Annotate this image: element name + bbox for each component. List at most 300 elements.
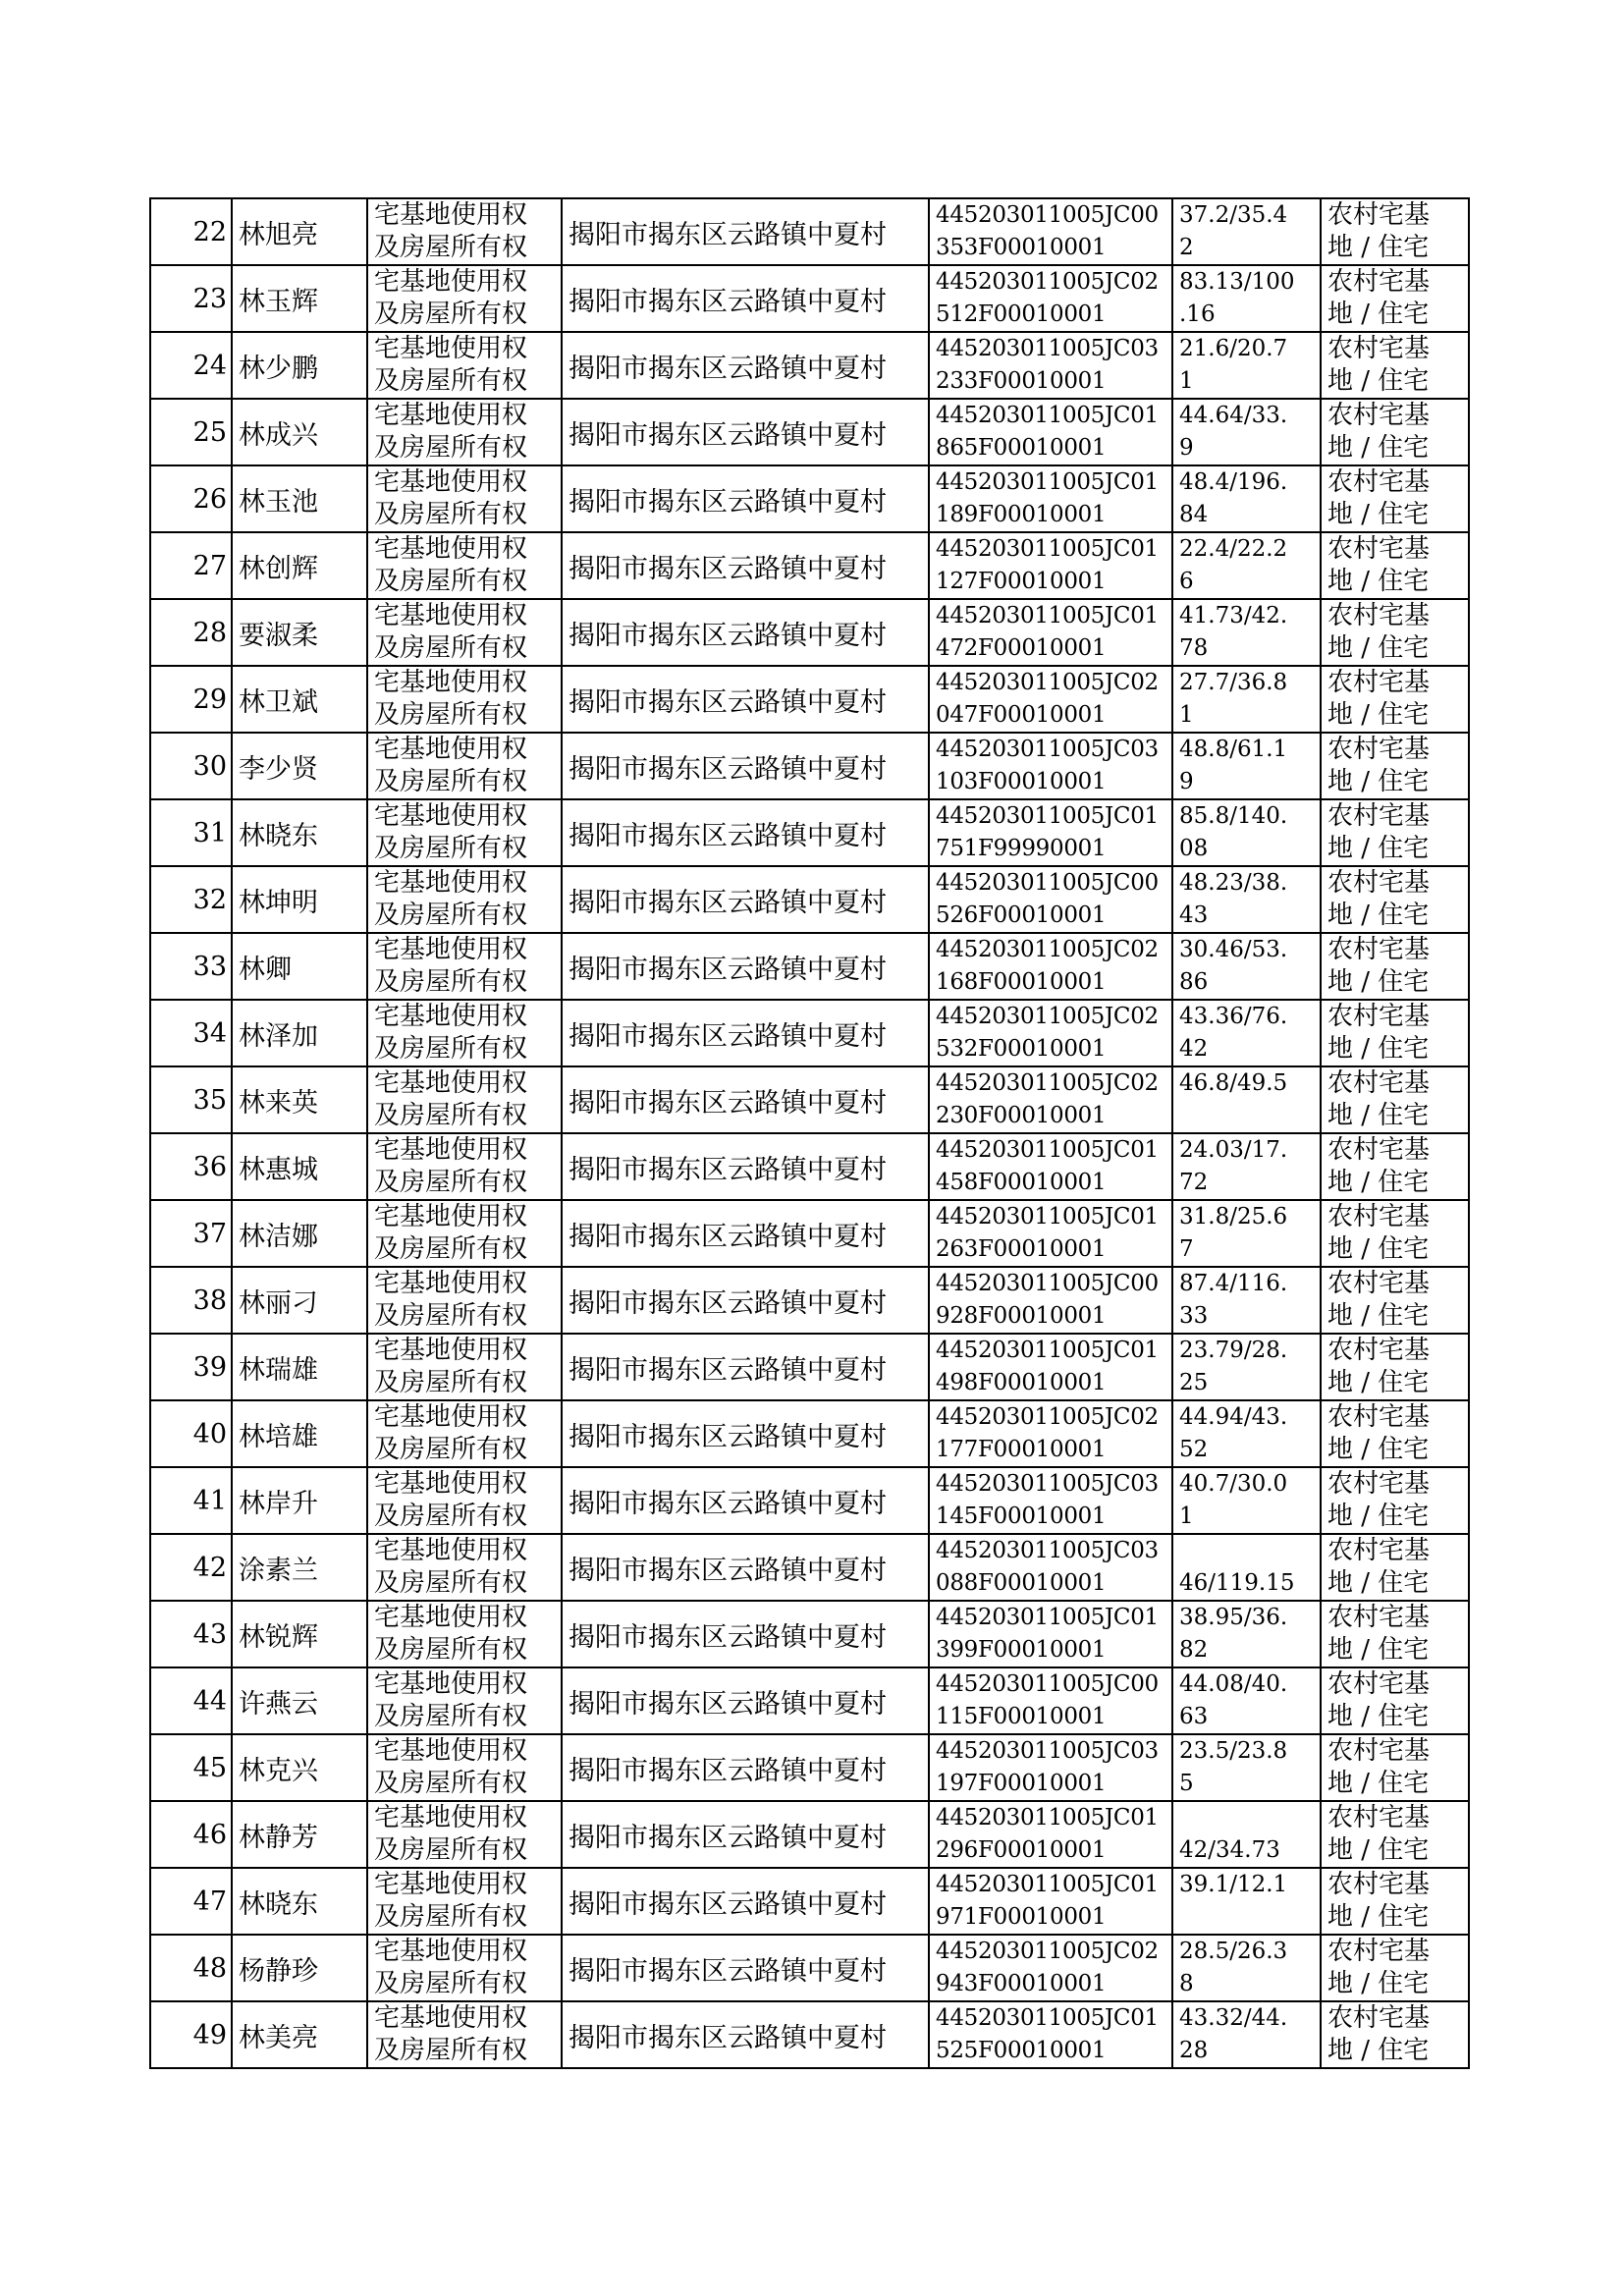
- area-cell: [1172, 1534, 1321, 1601]
- right-type-cell: [367, 1467, 562, 1534]
- location-cell: 揭阳市揭东区云路镇中夏村: [562, 866, 929, 933]
- land-use-cell-line: 地 / 住宅: [1327, 1168, 1430, 1197]
- right-type-cell-line: 及房屋所有权: [374, 366, 528, 396]
- right-type-cell-line: 宅基地使用权: [374, 1870, 528, 1899]
- right-type-cell-line: 及房屋所有权: [374, 567, 528, 596]
- land-use-cell-line: 农村宅基: [1327, 1336, 1431, 1365]
- right-type-cell-line: 宅基地使用权: [374, 668, 528, 697]
- area-cell-line: 28: [1179, 2038, 1209, 2063]
- owner-name-cell: 林坤明: [232, 866, 367, 933]
- location-cell: 揭阳市揭东区云路镇中夏村: [562, 1667, 929, 1734]
- area-cell-line: 48.23/38.: [1179, 870, 1288, 896]
- land-use-cell: [1321, 1534, 1469, 1601]
- area-cell: [1172, 933, 1321, 1000]
- land-use-cell-line: 地 / 住宅: [1327, 1702, 1430, 1731]
- table-row: [150, 1467, 1469, 1534]
- land-use-cell-line: 农村宅基: [1327, 467, 1431, 497]
- land-use-cell-line: 地 / 住宅: [1327, 1568, 1430, 1598]
- right-type-cell: [367, 1534, 562, 1601]
- right-type-cell-line: 及房屋所有权: [374, 1301, 528, 1331]
- owner-name-cell: 林瑞雄: [232, 1334, 367, 1400]
- parcel-code-cell-line: 445203011005JC00: [936, 1671, 1159, 1697]
- area-cell-line: 31.8/25.6: [1179, 1204, 1288, 1229]
- location-cell: 揭阳市揭东区云路镇中夏村: [562, 1868, 929, 1935]
- right-type-cell: [367, 666, 562, 733]
- land-use-cell-line: 农村宅基: [1327, 1536, 1431, 1565]
- right-type-cell-line: 及房屋所有权: [374, 834, 528, 863]
- parcel-code-cell-line: 445203011005JC03: [936, 1471, 1159, 1497]
- owner-name-cell: 林美亮: [232, 2001, 367, 2068]
- parcel-code-cell-line: 445203011005JC03: [936, 1738, 1159, 1764]
- parcel-code-cell: [929, 465, 1172, 532]
- owner-name-cell: 林成兴: [232, 399, 367, 465]
- area-cell-line: 5: [1179, 1771, 1194, 1796]
- land-use-cell: [1321, 866, 1469, 933]
- parcel-code-cell-line: 296F00010001: [936, 1837, 1107, 1863]
- location-cell: 揭阳市揭东区云路镇中夏村: [562, 1734, 929, 1801]
- parcel-code-cell-line: 445203011005JC02: [936, 1939, 1159, 1964]
- land-use-cell: [1321, 532, 1469, 599]
- row-number-cell: 23: [150, 265, 232, 332]
- area-cell: [1172, 733, 1321, 799]
- row-number-cell: 46: [150, 1801, 232, 1868]
- area-cell: [1172, 1601, 1321, 1667]
- table-row: [150, 399, 1469, 465]
- right-type-cell-line: 及房屋所有权: [374, 433, 528, 463]
- row-number-cell: 29: [150, 666, 232, 733]
- land-use-cell-line: 地 / 住宅: [1327, 300, 1430, 329]
- right-type-cell-line: 宅基地使用权: [374, 467, 528, 497]
- parcel-code-cell: [929, 666, 1172, 733]
- area-cell-line: 86: [1179, 969, 1209, 995]
- parcel-code-cell: [929, 733, 1172, 799]
- row-number-cell: 33: [150, 933, 232, 1000]
- table-row: [150, 532, 1469, 599]
- area-cell-line: 43.36/76.: [1179, 1004, 1288, 1029]
- right-type-cell: [367, 1133, 562, 1200]
- owner-name-cell: 要淑柔: [232, 599, 367, 666]
- right-type-cell-line: 宅基地使用权: [374, 1669, 528, 1699]
- area-cell-line: 72: [1179, 1170, 1209, 1195]
- owner-name-cell: 林培雄: [232, 1400, 367, 1467]
- land-use-cell-line: 地 / 住宅: [1327, 967, 1430, 997]
- land-use-cell-line: 农村宅基: [1327, 1068, 1431, 1098]
- parcel-code-cell-line: 445203011005JC03: [936, 737, 1159, 762]
- area-cell-line: 37.2/35.4: [1179, 202, 1288, 228]
- area-cell-line: 40.7/30.0: [1179, 1471, 1288, 1497]
- right-type-cell-line: 宅基地使用权: [374, 1135, 528, 1165]
- land-use-cell: [1321, 399, 1469, 465]
- table-row: [150, 1334, 1469, 1400]
- right-type-cell: [367, 799, 562, 866]
- area-cell-line: 6: [1179, 569, 1194, 594]
- right-type-cell-line: 及房屋所有权: [374, 1635, 528, 1665]
- parcel-code-cell-line: 197F00010001: [936, 1771, 1107, 1796]
- table-row: [150, 1601, 1469, 1667]
- parcel-code-cell-line: 115F00010001: [936, 1704, 1107, 1729]
- land-use-cell: [1321, 1133, 1469, 1200]
- row-number-cell: 22: [150, 198, 232, 265]
- land-use-cell-line: 农村宅基: [1327, 1269, 1431, 1298]
- right-type-cell-line: 及房屋所有权: [374, 1368, 528, 1397]
- land-use-cell: [1321, 733, 1469, 799]
- right-type-cell: [367, 933, 562, 1000]
- land-use-cell-line: 农村宅基: [1327, 1469, 1431, 1499]
- row-number-cell: 25: [150, 399, 232, 465]
- parcel-code-cell-line: 168F00010001: [936, 969, 1107, 995]
- parcel-code-cell: [929, 1066, 1172, 1133]
- land-use-cell-line: 地 / 住宅: [1327, 700, 1430, 730]
- area-cell-line: 63: [1179, 1704, 1209, 1729]
- land-use-cell-line: 地 / 住宅: [1327, 767, 1430, 796]
- location-cell: 揭阳市揭东区云路镇中夏村: [562, 933, 929, 1000]
- location-cell: 揭阳市揭东区云路镇中夏村: [562, 1801, 929, 1868]
- parcel-code-cell-line: 928F00010001: [936, 1303, 1107, 1329]
- location-cell: 揭阳市揭东区云路镇中夏村: [562, 2001, 929, 2068]
- parcel-code-cell-line: 233F00010001: [936, 368, 1107, 394]
- location-cell: 揭阳市揭东区云路镇中夏村: [562, 1200, 929, 1267]
- land-use-cell: [1321, 1334, 1469, 1400]
- area-cell-line: 46/119.15: [1179, 1570, 1295, 1596]
- parcel-code-cell: [929, 1133, 1172, 1200]
- land-use-cell-line: 农村宅基: [1327, 668, 1431, 697]
- parcel-code-cell-line: 472F00010001: [936, 635, 1107, 661]
- land-use-cell: [1321, 332, 1469, 399]
- area-cell: [1172, 265, 1321, 332]
- parcel-code-cell-line: 445203011005JC02: [936, 1070, 1159, 1096]
- table-row: [150, 733, 1469, 799]
- row-number-cell: 41: [150, 1467, 232, 1534]
- land-use-cell-line: 农村宅基: [1327, 267, 1431, 297]
- location-cell: 揭阳市揭东区云路镇中夏村: [562, 666, 929, 733]
- area-cell-line: 84: [1179, 502, 1209, 527]
- parcel-code-cell: [929, 1334, 1172, 1400]
- location-cell: 揭阳市揭东区云路镇中夏村: [562, 799, 929, 866]
- parcel-code-cell: [929, 1200, 1172, 1267]
- owner-name-cell: 林惠城: [232, 1133, 367, 1200]
- area-cell-line: 8: [1179, 1971, 1194, 1996]
- land-use-cell: [1321, 265, 1469, 332]
- area-cell: [1172, 599, 1321, 666]
- area-cell: [1172, 1801, 1321, 1868]
- parcel-code-cell-line: 445203011005JC01: [936, 1338, 1159, 1363]
- parcel-code-cell: [929, 2001, 1172, 2068]
- area-cell: [1172, 1734, 1321, 1801]
- parcel-code-cell-line: 445203011005JC00: [936, 870, 1159, 896]
- row-number-cell: 40: [150, 1400, 232, 1467]
- parcel-code-cell: [929, 1868, 1172, 1935]
- area-cell-line: 42: [1179, 1036, 1209, 1062]
- row-number-cell: 38: [150, 1267, 232, 1334]
- parcel-code-cell-line: 458F00010001: [936, 1170, 1107, 1195]
- land-use-cell-line: 地 / 住宅: [1327, 1301, 1430, 1331]
- land-use-cell: [1321, 1267, 1469, 1334]
- owner-name-cell: 许燕云: [232, 1667, 367, 1734]
- parcel-code-cell-line: 445203011005JC01: [936, 603, 1159, 628]
- area-cell-line: [1179, 1535, 1320, 1567]
- land-use-cell: [1321, 1200, 1469, 1267]
- table-row: [150, 1267, 1469, 1334]
- parcel-code-cell-line: 445203011005JC00: [936, 1271, 1159, 1296]
- parcel-code-cell-line: 177F00010001: [936, 1437, 1107, 1462]
- land-use-cell-line: 农村宅基: [1327, 1937, 1431, 1966]
- parcel-code-cell: [929, 1667, 1172, 1734]
- parcel-code-cell-line: 445203011005JC03: [936, 336, 1159, 361]
- right-type-cell-line: 及房屋所有权: [374, 1435, 528, 1464]
- right-type-cell-line: 宅基地使用权: [374, 935, 528, 964]
- right-type-cell-line: 宅基地使用权: [374, 1068, 528, 1098]
- land-use-cell-line: 农村宅基: [1327, 1736, 1431, 1766]
- location-cell: 揭阳市揭东区云路镇中夏村: [562, 1400, 929, 1467]
- land-use-cell-line: 地 / 住宅: [1327, 834, 1430, 863]
- land-use-cell-line: 地 / 住宅: [1327, 567, 1430, 596]
- area-cell: [1172, 1334, 1321, 1400]
- area-cell-line: 43: [1179, 902, 1209, 928]
- parcel-code-cell-line: 865F00010001: [936, 435, 1107, 461]
- location-cell: 揭阳市揭东区云路镇中夏村: [562, 1334, 929, 1400]
- parcel-code-cell-line: 498F00010001: [936, 1370, 1107, 1395]
- right-type-cell-line: 及房屋所有权: [374, 1168, 528, 1197]
- right-type-cell-line: 宅基地使用权: [374, 1402, 528, 1432]
- owner-name-cell: 林创辉: [232, 532, 367, 599]
- table-row: [150, 799, 1469, 866]
- right-type-cell-line: 宅基地使用权: [374, 1937, 528, 1966]
- parcel-code-cell-line: 445203011005JC03: [936, 1538, 1159, 1563]
- area-cell-line: 21.6/20.7: [1179, 336, 1288, 361]
- row-number-cell: 32: [150, 866, 232, 933]
- owner-name-cell: 林晓东: [232, 799, 367, 866]
- land-use-cell-line: 地 / 住宅: [1327, 1902, 1430, 1932]
- area-cell-line: 46.8/49.5: [1179, 1070, 1288, 1096]
- owner-name-cell: 林卿: [232, 933, 367, 1000]
- owner-name-cell: 林旭亮: [232, 198, 367, 265]
- area-cell: [1172, 1267, 1321, 1334]
- land-use-cell-line: 地 / 住宅: [1327, 1435, 1430, 1464]
- location-cell: 揭阳市揭东区云路镇中夏村: [562, 1601, 929, 1667]
- location-cell: 揭阳市揭东区云路镇中夏村: [562, 1066, 929, 1133]
- land-use-cell-line: 地 / 住宅: [1327, 500, 1430, 529]
- area-cell-line: 44.64/33.: [1179, 403, 1288, 428]
- land-use-cell: [1321, 1467, 1469, 1534]
- parcel-code-cell-line: 445203011005JC02: [936, 1004, 1159, 1029]
- right-type-cell: [367, 1400, 562, 1467]
- table-row: [150, 332, 1469, 399]
- area-cell-line: 48.8/61.1: [1179, 737, 1288, 762]
- right-type-cell: [367, 866, 562, 933]
- parcel-code-cell-line: 445203011005JC00: [936, 202, 1159, 228]
- parcel-code-cell-line: 353F00010001: [936, 235, 1107, 260]
- location-cell: 揭阳市揭东区云路镇中夏村: [562, 599, 929, 666]
- area-cell-line: 1: [1179, 368, 1194, 394]
- row-number-cell: 49: [150, 2001, 232, 2068]
- right-type-cell-line: 及房屋所有权: [374, 1101, 528, 1130]
- right-type-cell-line: 及房屋所有权: [374, 1835, 528, 1865]
- land-use-cell: [1321, 1801, 1469, 1868]
- parcel-code-cell: [929, 1534, 1172, 1601]
- land-use-cell: [1321, 1935, 1469, 2001]
- area-cell-line: 38.95/36.: [1179, 1605, 1288, 1630]
- owner-name-cell: 林玉辉: [232, 265, 367, 332]
- right-type-cell-line: 宅基地使用权: [374, 334, 528, 363]
- right-type-cell-line: 宅基地使用权: [374, 1603, 528, 1632]
- parcel-code-cell-line: 399F00010001: [936, 1637, 1107, 1663]
- area-cell-line: 9: [1179, 769, 1194, 794]
- parcel-code-cell-line: 445203011005JC01: [936, 1137, 1159, 1163]
- parcel-code-cell-line: 943F00010001: [936, 1971, 1107, 1996]
- parcel-code-cell: [929, 1801, 1172, 1868]
- row-number-cell: 42: [150, 1534, 232, 1601]
- owner-name-cell: 林泽加: [232, 1000, 367, 1066]
- owner-name-cell: 林洁娜: [232, 1200, 367, 1267]
- right-type-cell-line: 及房屋所有权: [374, 1568, 528, 1598]
- owner-name-cell: 林来英: [232, 1066, 367, 1133]
- area-cell-line: 78: [1179, 635, 1209, 661]
- area-cell-line: 28.5/26.3: [1179, 1939, 1288, 1964]
- right-type-cell-line: 宅基地使用权: [374, 801, 528, 831]
- land-use-cell-line: 农村宅基: [1327, 334, 1431, 363]
- right-type-cell-line: 宅基地使用权: [374, 401, 528, 430]
- table-row: [150, 1801, 1469, 1868]
- row-number-cell: 43: [150, 1601, 232, 1667]
- area-cell-line: [1179, 1901, 1320, 1934]
- table-row: [150, 1667, 1469, 1734]
- land-use-cell-line: 农村宅基: [1327, 1603, 1431, 1632]
- right-type-cell: [367, 1267, 562, 1334]
- land-use-cell: [1321, 465, 1469, 532]
- table-row: [150, 866, 1469, 933]
- parcel-code-cell-line: 445203011005JC02: [936, 670, 1159, 695]
- land-use-cell-line: 农村宅基: [1327, 534, 1431, 564]
- land-use-cell-line: 农村宅基: [1327, 1870, 1431, 1899]
- table-body: [150, 198, 1469, 2068]
- land-use-cell-line: 农村宅基: [1327, 401, 1431, 430]
- owner-name-cell: 林克兴: [232, 1734, 367, 1801]
- right-type-cell-line: 及房屋所有权: [374, 1902, 528, 1932]
- right-type-cell: [367, 265, 562, 332]
- right-type-cell: [367, 2001, 562, 2068]
- right-type-cell-line: 宅基地使用权: [374, 534, 528, 564]
- right-type-cell-line: 及房屋所有权: [374, 1769, 528, 1798]
- parcel-code-cell: [929, 799, 1172, 866]
- land-use-cell-line: 农村宅基: [1327, 868, 1431, 898]
- area-cell-line: [1179, 1802, 1320, 1834]
- parcel-code-cell-line: 127F00010001: [936, 569, 1107, 594]
- owner-name-cell: 林卫斌: [232, 666, 367, 733]
- land-use-cell-line: 地 / 住宅: [1327, 1502, 1430, 1531]
- right-type-cell-line: 及房屋所有权: [374, 300, 528, 329]
- location-cell: 揭阳市揭东区云路镇中夏村: [562, 1000, 929, 1066]
- land-use-cell: [1321, 198, 1469, 265]
- area-cell: [1172, 1467, 1321, 1534]
- land-use-cell: [1321, 1601, 1469, 1667]
- right-type-cell: [367, 332, 562, 399]
- right-type-cell: [367, 198, 562, 265]
- row-number-cell: 44: [150, 1667, 232, 1734]
- right-type-cell-line: 及房屋所有权: [374, 2036, 528, 2065]
- area-cell-line: 83.13/100: [1179, 269, 1295, 295]
- area-cell-line: 41.73/42.: [1179, 603, 1288, 628]
- land-use-cell-line: 地 / 住宅: [1327, 1835, 1430, 1865]
- right-type-cell-line: 宅基地使用权: [374, 1202, 528, 1231]
- parcel-code-cell-line: 445203011005JC01: [936, 1872, 1159, 1897]
- parcel-code-cell: [929, 1400, 1172, 1467]
- table-row: [150, 198, 1469, 265]
- right-type-cell-line: 及房屋所有权: [374, 700, 528, 730]
- area-cell-line: 22.4/22.2: [1179, 536, 1288, 562]
- right-type-cell-line: 及房屋所有权: [374, 901, 528, 930]
- row-number-cell: 36: [150, 1133, 232, 1200]
- owner-name-cell: 林静芳: [232, 1801, 367, 1868]
- area-cell: [1172, 399, 1321, 465]
- land-use-cell-line: 农村宅基: [1327, 735, 1431, 764]
- parcel-code-cell-line: 088F00010001: [936, 1570, 1107, 1596]
- land-use-cell-line: 地 / 住宅: [1327, 366, 1430, 396]
- right-type-cell-line: 宅基地使用权: [374, 1269, 528, 1298]
- area-cell-line: 23.5/23.8: [1179, 1738, 1288, 1764]
- owner-name-cell: 林玉池: [232, 465, 367, 532]
- area-cell: [1172, 532, 1321, 599]
- right-type-cell: [367, 1734, 562, 1801]
- land-use-cell: [1321, 799, 1469, 866]
- right-type-cell-line: 宅基地使用权: [374, 1536, 528, 1565]
- table-row: [150, 465, 1469, 532]
- area-cell-line: 43.32/44.: [1179, 2005, 1288, 2031]
- parcel-code-cell: [929, 332, 1172, 399]
- parcel-code-cell: [929, 1000, 1172, 1066]
- parcel-code-cell: [929, 399, 1172, 465]
- right-type-cell: [367, 1066, 562, 1133]
- table-row: [150, 1935, 1469, 2001]
- land-use-cell: [1321, 933, 1469, 1000]
- parcel-code-cell-line: 525F00010001: [936, 2038, 1107, 2063]
- parcel-code-cell-line: 526F00010001: [936, 902, 1107, 928]
- right-type-cell: [367, 1200, 562, 1267]
- area-cell-line: 1: [1179, 702, 1194, 728]
- land-use-cell-line: 农村宅基: [1327, 200, 1431, 230]
- parcel-code-cell-line: 047F00010001: [936, 702, 1107, 728]
- area-cell-line: 52: [1179, 1437, 1209, 1462]
- area-cell: [1172, 1000, 1321, 1066]
- area-cell-line: 24.03/17.: [1179, 1137, 1288, 1163]
- parcel-code-cell: [929, 532, 1172, 599]
- parcel-code-cell-line: 445203011005JC01: [936, 1805, 1159, 1831]
- parcel-code-cell: [929, 1467, 1172, 1534]
- land-use-cell: [1321, 666, 1469, 733]
- location-cell: 揭阳市揭东区云路镇中夏村: [562, 465, 929, 532]
- parcel-code-cell-line: 230F00010001: [936, 1103, 1107, 1128]
- row-number-cell: 27: [150, 532, 232, 599]
- land-use-cell-line: 地 / 住宅: [1327, 901, 1430, 930]
- parcel-code-cell: [929, 933, 1172, 1000]
- land-use-cell-line: 地 / 住宅: [1327, 1034, 1430, 1064]
- right-type-cell-line: 及房屋所有权: [374, 1702, 528, 1731]
- land-use-cell-line: 农村宅基: [1327, 1002, 1431, 1031]
- table-row: [150, 599, 1469, 666]
- right-type-cell-line: 及房屋所有权: [374, 1034, 528, 1064]
- land-use-cell-line: 地 / 住宅: [1327, 1635, 1430, 1665]
- row-number-cell: 24: [150, 332, 232, 399]
- registration-table: [149, 197, 1470, 2069]
- parcel-code-cell-line: 445203011005JC01: [936, 469, 1159, 495]
- area-cell-line: 85.8/140.: [1179, 803, 1288, 829]
- right-type-cell-line: 及房屋所有权: [374, 500, 528, 529]
- area-cell: [1172, 1200, 1321, 1267]
- right-type-cell: [367, 1334, 562, 1400]
- parcel-code-cell: [929, 265, 1172, 332]
- right-type-cell: [367, 1935, 562, 2001]
- right-type-cell-line: 及房屋所有权: [374, 633, 528, 663]
- area-cell-line: 9: [1179, 435, 1194, 461]
